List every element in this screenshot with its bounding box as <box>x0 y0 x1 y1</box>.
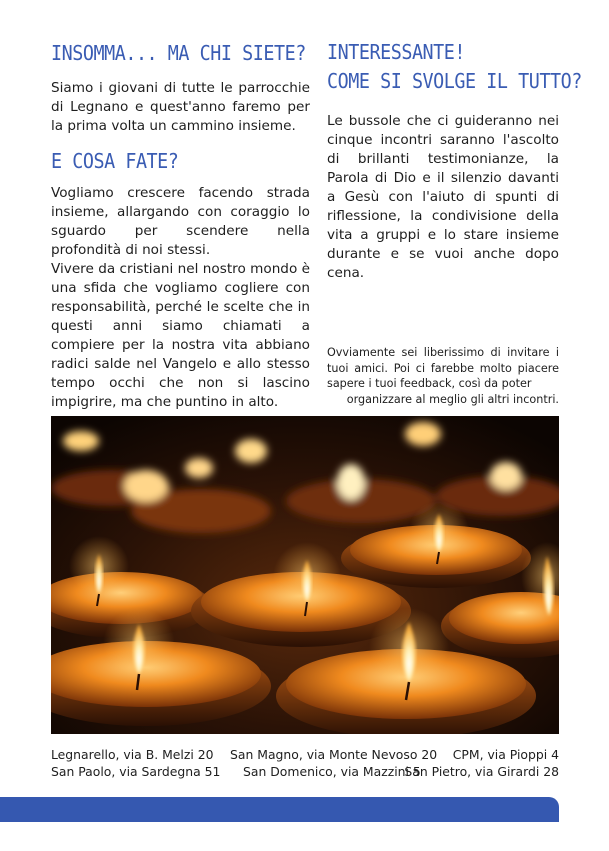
paragraph-chi-siete: Siamo i giovani di tutte le parrocchie di Legnano e quest'anno faremo per la prima volta un cammino insieme. <box>51 80 310 134</box>
heading-interessante-line1: INTERESSANTE! <box>327 40 466 64</box>
footer-bar <box>0 797 559 822</box>
invite-note-main: Ovviamente sei liberissimo di invitare i tuoi amici. Poi ci farebbe molto piacere sapere i tuoi feedback, così da poter <box>327 346 559 390</box>
address-san-magno: San Magno, via Monte Nevoso 20 <box>230 747 438 762</box>
address-san-domenico: San Domenico, via Mazzini 5 <box>243 764 421 779</box>
paragraph-cosa-fate-1: Vogliamo crescere facendo strada insieme, allargando con coraggio lo sguardo per scendere nella profondità di noi stessi. <box>51 185 310 258</box>
invite-note <box>327 345 559 407</box>
address-san-pietro: San Pietro, via Girardi 28 <box>404 764 559 779</box>
address-cpm: CPM, via Pioppi 4 <box>452 747 559 762</box>
heading-cosa-fate: E COSA FATE? <box>51 149 179 173</box>
address-legnarello: Legnarello, via B. Melzi 20 <box>51 747 214 762</box>
candles-photo <box>51 416 559 734</box>
heading-interessante-line2: COME SI SVOLGE IL TUTTO? <box>327 69 582 93</box>
heading-insomma: INSOMMA... MA CHI SIETE? <box>51 41 306 65</box>
address-san-paolo: San Paolo, via Sardegna 51 <box>51 764 221 779</box>
paragraph-come-si-svolge: Le bussole che ci guideranno nei cinque incontri saranno l'ascolto di brillanti testimonianze, la Parola di Dio e il silenzio davanti a Gesù con l'aiuto di spunti di riflessione, la condivisione della vita a gruppi e lo stare insieme durante e se vuoi anche dopo cena. <box>327 113 559 281</box>
invite-note-last: organizzare al meglio gli altri incontri. <box>346 392 559 406</box>
paragraph-cosa-fate-2: Vivere da cristiani nel nostro mondo è una sfida che vogliamo cogliere con responsabilità, perché le scelte che in questi anni siamo chiamati a compiere per la nostra vita abbiano radici salde nel Vangelo e allo stesso tempo occhi che non si lascino impigrire, ma che puntino in alto. <box>51 261 310 410</box>
heading-interessante <box>327 38 582 96</box>
